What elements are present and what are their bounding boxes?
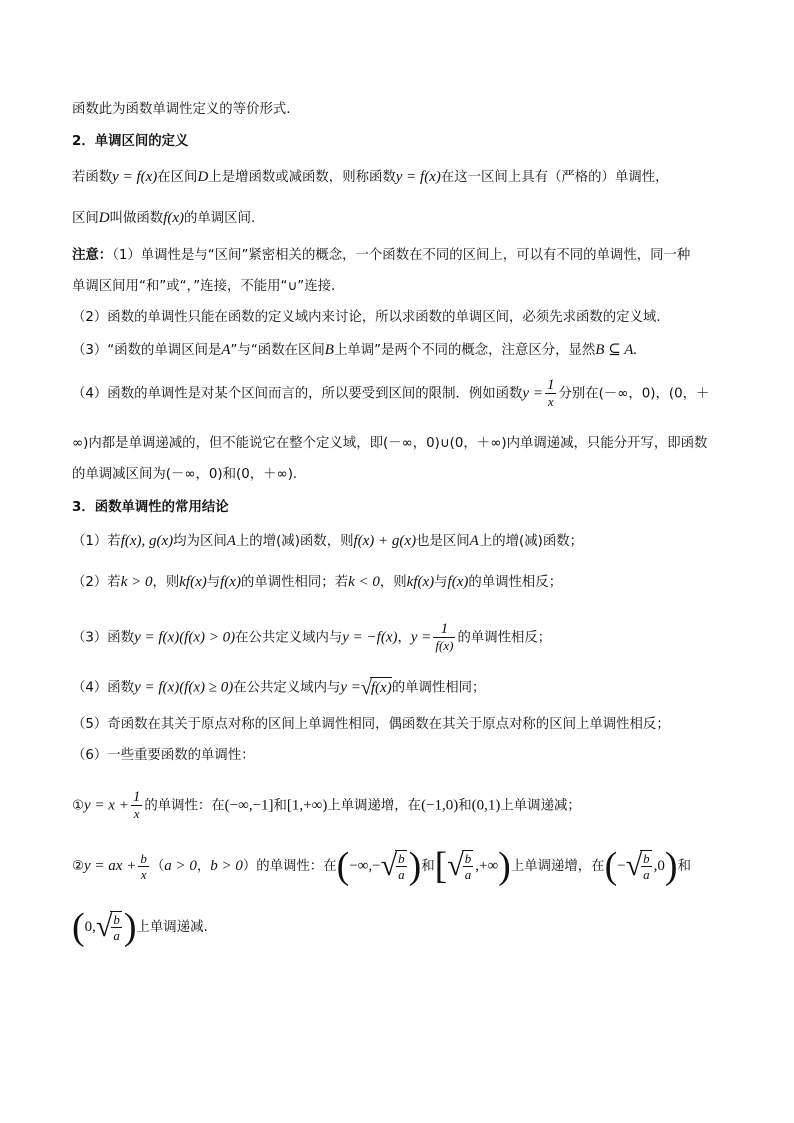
math: y = −f(x) bbox=[342, 629, 398, 646]
math: (−1,0) bbox=[421, 797, 459, 814]
math: 0, bbox=[84, 919, 96, 935]
math: y = f(x) bbox=[112, 169, 158, 185]
radical-sign: √ bbox=[95, 910, 113, 943]
fraction: $\frac{1}{x}$ bbox=[132, 789, 141, 821]
math: A bbox=[226, 533, 236, 549]
text: 和 bbox=[677, 859, 691, 874]
text: 上单调递减； bbox=[500, 798, 581, 814]
math: f(x), g(x) bbox=[120, 533, 174, 549]
text-line: 单调区间用“和”或“，”连接，不能用“∪”连接． bbox=[72, 279, 345, 294]
text: 上是增函数或减函数，则称函数 bbox=[208, 170, 396, 185]
text-line bbox=[72, 677, 485, 699]
text-line: 的单调减区间为(－∞，0)和(0，＋∞). bbox=[72, 467, 298, 482]
fraction: $\frac{1}{f(x)}$ bbox=[435, 621, 454, 653]
text: ， bbox=[397, 630, 411, 646]
math: y = f(x)(f(x) ≥ 0) bbox=[134, 679, 234, 696]
text: （3）函数 bbox=[72, 630, 135, 646]
radical-sign: √ bbox=[625, 849, 643, 882]
math: a > 0 bbox=[164, 858, 197, 874]
text: （4）函数的单调性是对某个区间而言的，所以要受到区间的限制．例如函数 bbox=[72, 386, 523, 402]
math: , bbox=[653, 858, 658, 874]
math: (0,1) bbox=[471, 797, 501, 814]
text: 区间 bbox=[72, 211, 99, 226]
math: 0 bbox=[657, 858, 665, 874]
math: ,+∞ bbox=[475, 858, 499, 874]
text: ② bbox=[72, 859, 85, 874]
text: 叫做函数 bbox=[109, 211, 164, 226]
radical-sign: √ bbox=[447, 849, 464, 882]
math: [1,+∞) bbox=[286, 797, 328, 814]
fraction: $\frac{b}{x}$ bbox=[140, 850, 147, 882]
paren: ( bbox=[604, 845, 618, 887]
text-line: ∞)内都是单调递减的，但不能说它在整个定义域，即(－∞，0)∪(0，＋∞)内单调递减，只能分开写，即函数 bbox=[72, 436, 708, 451]
text: 上的增(减)函数，则 bbox=[235, 534, 354, 549]
math: f(x) + g(x) bbox=[353, 533, 417, 549]
section-heading-2: 2．单调区间的定义 bbox=[72, 134, 189, 149]
text: （4）函数 bbox=[72, 680, 135, 696]
paren: ( bbox=[72, 906, 85, 948]
text-line bbox=[72, 208, 255, 229]
text: 与 bbox=[206, 575, 221, 590]
text-line: 函数此为函数单调性定义的等价形式. bbox=[72, 102, 291, 117]
fraction: $\frac{1}{x}$ bbox=[546, 377, 555, 409]
math: f(x) bbox=[163, 210, 185, 226]
text: （3）“函数的单调区间是 bbox=[72, 343, 222, 358]
math: y = f(x) bbox=[395, 169, 441, 185]
math: k < 0 bbox=[348, 574, 380, 590]
text-line bbox=[72, 167, 669, 188]
text-line bbox=[72, 572, 562, 593]
text: 的单调性相反； bbox=[457, 630, 552, 646]
paren: ) bbox=[408, 845, 422, 887]
text: 的单调区间. bbox=[184, 211, 256, 226]
paren: ) bbox=[123, 906, 137, 948]
text: 与 bbox=[434, 575, 448, 590]
fraction: $\frac{b}{a}$ bbox=[640, 850, 652, 882]
text-line bbox=[72, 378, 709, 409]
math: A bbox=[221, 342, 231, 358]
note-label: 注意： bbox=[72, 248, 113, 263]
text: 也是区间 bbox=[416, 534, 470, 549]
text: 和 bbox=[458, 798, 472, 814]
text-line bbox=[72, 790, 581, 821]
text-line: （2）函数的单调性只能在函数的定义域内来讨论，所以求函数的单调区间，必须先求函数的定义域． bbox=[72, 310, 670, 325]
math: k > 0 bbox=[120, 574, 153, 590]
math: y = x + bbox=[84, 797, 129, 814]
math: D bbox=[197, 169, 209, 185]
text: 的单调性相反； bbox=[468, 575, 563, 590]
math: kf(x) bbox=[406, 574, 435, 590]
math: − bbox=[617, 858, 626, 874]
text: 在这一区间上具有（严格的）单调性， bbox=[440, 170, 669, 185]
paren: ( bbox=[336, 845, 350, 887]
math: B bbox=[324, 342, 334, 358]
math: y = bbox=[522, 385, 543, 402]
math: f(x) bbox=[370, 677, 392, 698]
section-heading-3: 3．函数单调性的常用结论 bbox=[72, 500, 229, 515]
fraction: $\frac{b}{a}$ bbox=[110, 911, 122, 943]
text: 分别在(－∞，0)，(0，＋ bbox=[558, 386, 710, 402]
text: 上单调递减. bbox=[136, 920, 208, 935]
text: 在公共定义域内与 bbox=[235, 630, 343, 646]
text: ， bbox=[196, 859, 211, 874]
math: −∞,− bbox=[349, 858, 381, 874]
text-line: （5）奇函数在其关于原点对称的区间上单调性相同，偶函数在其关于原点对称的区间上单调性相反； bbox=[72, 717, 670, 732]
text-line bbox=[72, 622, 551, 653]
fraction: $\frac{b}{a}$ bbox=[462, 850, 474, 882]
text: 的单调性相同； bbox=[391, 680, 486, 696]
text-line bbox=[72, 847, 691, 885]
text: （1）单调性是与“区间”紧密相关的概念，一个函数在不同的区间上，可以有不同的单调性，同一种 bbox=[112, 248, 691, 263]
text: （2）若 bbox=[72, 575, 121, 590]
radical-sign: √ bbox=[360, 676, 372, 699]
math: y = ax + bbox=[84, 858, 137, 874]
text: 和 bbox=[273, 798, 287, 814]
text: ，则 bbox=[152, 575, 180, 590]
text: 上单调递增，在 bbox=[510, 859, 605, 874]
text-line bbox=[72, 531, 583, 552]
text: 上单调”是两个不同的概念，注意区分，显然 bbox=[333, 343, 596, 358]
text-line bbox=[72, 908, 208, 946]
text: 在区间 bbox=[157, 170, 198, 185]
paren: ) bbox=[664, 845, 678, 887]
text: ”与“函数在区间 bbox=[230, 343, 325, 358]
text: ，则 bbox=[379, 575, 407, 590]
text-line bbox=[72, 246, 690, 266]
text: 的单调性相同；若 bbox=[240, 575, 349, 590]
math: D bbox=[98, 210, 110, 226]
math: b > 0 bbox=[210, 858, 243, 874]
text: ① bbox=[72, 798, 85, 814]
math: f(x) bbox=[447, 574, 469, 590]
text-line: （6）一些重要函数的单调性： bbox=[72, 748, 255, 763]
math: kf(x) bbox=[179, 574, 207, 590]
math: f(x) bbox=[220, 574, 241, 590]
text: 上单调递增，在 bbox=[327, 798, 422, 814]
paren: [ bbox=[434, 845, 448, 887]
math: y = f(x)(f(x) > 0) bbox=[134, 629, 236, 646]
radical-sign: √ bbox=[380, 849, 398, 882]
math: y = bbox=[340, 679, 361, 696]
text: 均为区间 bbox=[173, 534, 227, 549]
math: A bbox=[469, 533, 479, 549]
fraction: $\frac{b}{a}$ bbox=[395, 850, 407, 882]
text-line bbox=[72, 340, 637, 361]
text: 若函数 bbox=[72, 170, 113, 185]
text: 的单调性：在 bbox=[144, 798, 225, 814]
text: 上的增(减)函数； bbox=[478, 534, 583, 549]
text: ）的单调性：在 bbox=[242, 859, 337, 874]
math: B ⊆ A. bbox=[595, 342, 638, 358]
math: (−∞,−1] bbox=[224, 797, 274, 814]
paren: ) bbox=[498, 845, 511, 887]
text: 和 bbox=[421, 859, 435, 874]
text: （1）若 bbox=[72, 534, 121, 549]
math: y = bbox=[410, 629, 432, 646]
text: （ bbox=[150, 859, 165, 874]
text: 在公共定义域内与 bbox=[233, 680, 341, 696]
